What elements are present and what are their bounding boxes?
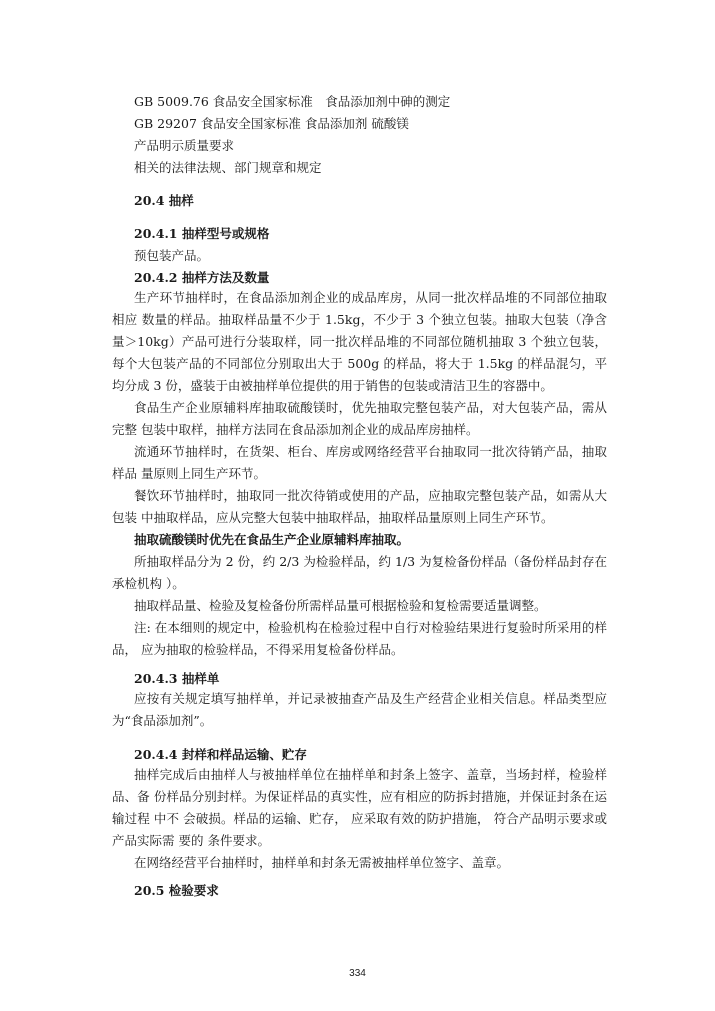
section-20-4-2-heading: 20.4.2 抽样方法及数量: [134, 270, 270, 285]
online-sampling-paragraph: 在网络经营平台抽样时，抽样单和封条无需被抽样单位签字、盖章。: [134, 855, 510, 870]
reference-laws: 相关的法律法规、部门规章和规定: [134, 160, 322, 175]
priority-sampling-statement: 抽取硫酸镁时优先在食品生产企业原辅料库抽取。: [134, 532, 410, 547]
catering-sampling-paragraph: 餐饮环节抽样时，抽取同一批次待销或使用的产品，应抽取完整包装产品，如需从大包装 中抽取样品，应从完整大包装中抽取样品，抽取样品量原则上同生产环节。: [112, 488, 607, 525]
reference-product-quality: 产品明示质量要求: [134, 138, 235, 153]
sampling-form-paragraph: 应按有关规定填写抽样单，并记录被抽查产品及生产经营企业相关信息。样品类型应为“食品添加剂”。: [112, 691, 607, 728]
reference-gb29207: GB 29207 食品安全国家标准 食品添加剂 硫酸镁: [134, 116, 409, 131]
section-20-5-heading: 20.5 检验要求: [134, 883, 219, 898]
section-20-4-1-heading: 20.4.1 抽样型号或规格: [134, 226, 270, 241]
sample-adjust-paragraph: 抽取样品量、检验及复检备份所需样品量可根据检验和复检需要适量调整。: [134, 598, 547, 613]
production-sampling-paragraph: 生产环节抽样时，在食品添加剂企业的成品库房，从同一批次样品堆的不同部位抽取相应 数量的样品。抽取样品量不少于 1.5kg，不少于 3 个独立包装。抽取大包装（净含量＞10kg）产品可进行分装取样，同一批次样品堆的不同部位随机抽取 3 个独立包装，每个大包装产品的不同部位分别取出大于 500g 的样品，将大于 1.5kg 的样品混匀，平均分成 3 份，盛装于由被抽样单位提供的用于销售的包装或清洁卫生的容器中。: [112, 290, 607, 393]
section-20-4-heading: 20.4 抽样: [134, 193, 194, 208]
section-20-4-4-heading: 20.4.4 封样和样品运输、贮存: [134, 747, 307, 762]
sampling-type-text: 预包装产品。: [134, 248, 210, 263]
raw-material-sampling-paragraph: 食品生产企业原辅料库抽取硫酸镁时，优先抽取完整包装产品，对大包装产品，需从完整 包装中取样，抽样方法同在食品添加剂企业的成品库房抽样。: [112, 400, 607, 437]
reference-gb5009-76: GB 5009.76 食品安全国家标准 食品添加剂中砷的测定: [134, 94, 451, 109]
note-paragraph: 注: 在本细则的规定中，检验机构在检验过程中自行对检验结果进行复验时所采用的样品， 应为抽取的检验样品，不得采用复检备份样品。: [112, 620, 607, 657]
circulation-sampling-paragraph: 流通环节抽样时，在货架、柜台、库房或网络经营平台抽取同一批次待销产品，抽取样品 量原则上同生产环节。: [112, 444, 607, 481]
section-20-4-3-heading: 20.4.3 抽样单: [134, 671, 220, 686]
sealing-transport-paragraph: 抽样完成后由抽样人与被抽样单位在抽样单和封条上签字、盖章，当场封样，检验样品、备 份样品分别封样。为保证样品的真实性，应有相应的防拆封措施，并保证封条在运输过程 中不 会破损。样品的运输、贮存， 应采取有效的防护措施， 符合产品明示要求或产品实际需 要的 条件要求。: [112, 767, 607, 848]
sample-split-paragraph: 所抽取样品分为 2 份，约 2/3 为检验样品，约 1/3 为复检备份样品（备份样品封存在承检机构 ）。: [112, 554, 607, 591]
page-number: 334: [349, 968, 366, 979]
